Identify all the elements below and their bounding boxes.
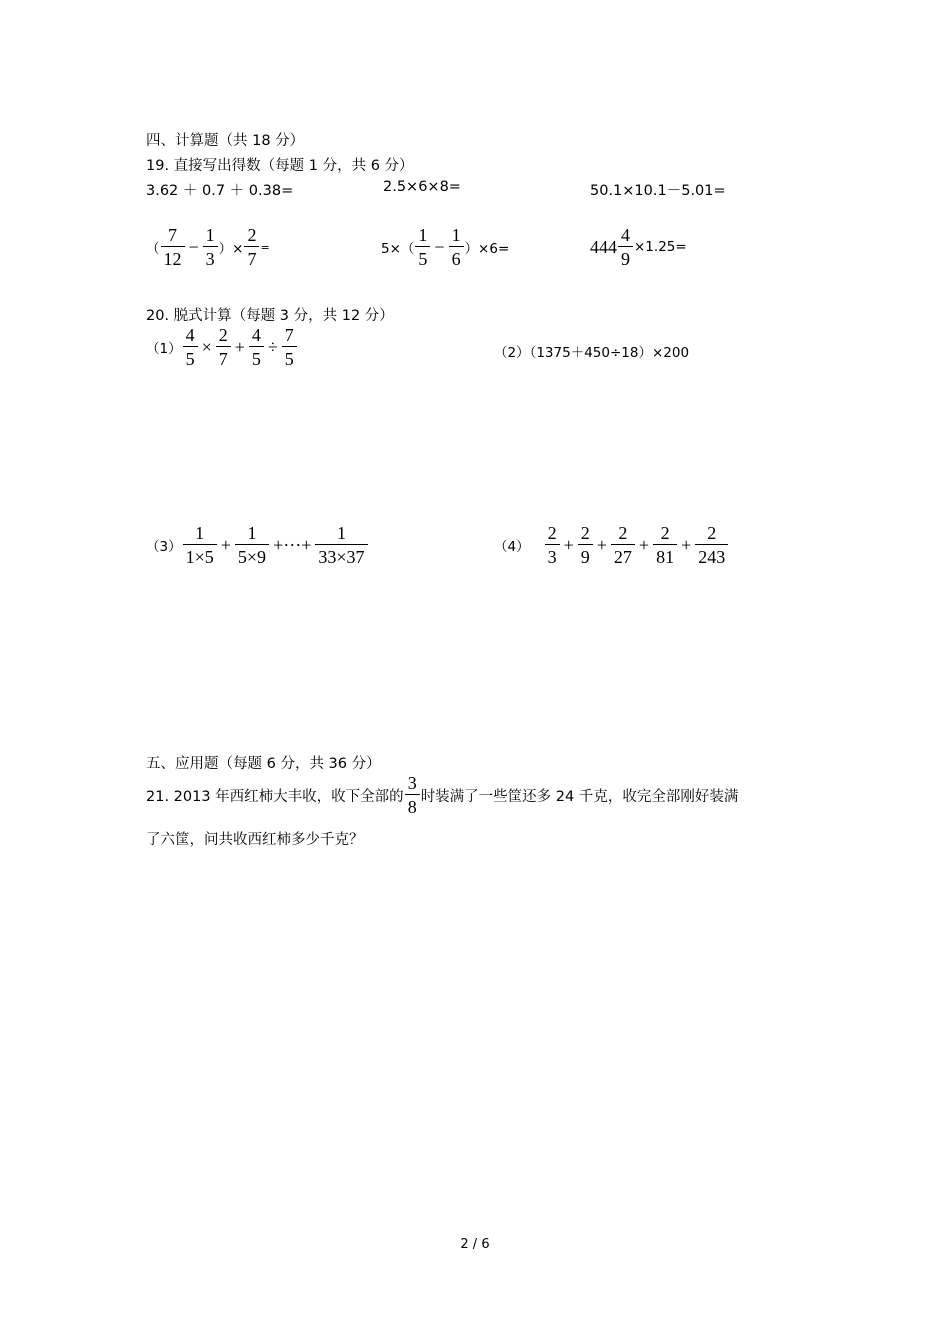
fraction (415, 226, 430, 268)
denominator: 3 (545, 544, 560, 566)
tail-text: ）×6= (464, 241, 510, 257)
open-paren: （ (146, 241, 160, 257)
section-5-title: 五、应用题（每题 6 分，共 36 分） (146, 756, 381, 772)
plus-sign: + (638, 534, 650, 555)
problem-label: （4） (494, 539, 530, 555)
q19-expression-4 (146, 226, 270, 268)
question-20-title: 20. 脱式计算（每题 3 分，共 12 分） (146, 308, 394, 324)
denominator: 243 (695, 544, 728, 566)
q20-problem-4 (494, 524, 729, 566)
denominator: 81 (653, 544, 677, 566)
numerator: 1 (205, 225, 215, 245)
fraction (315, 524, 367, 566)
plus-sign: + (681, 534, 692, 555)
question-21-text-a: 21. 2013 年西红柿大丰收，收下全部的 (146, 788, 404, 805)
fraction (235, 524, 269, 566)
denominator: 7 (244, 246, 259, 268)
fraction (653, 524, 677, 566)
denominator: 8 (405, 794, 420, 816)
fraction (578, 524, 593, 566)
ellipsis-sum: +···+ (273, 534, 312, 555)
lead-text: 5×（ (381, 241, 415, 257)
q20-problem-3 (146, 524, 369, 566)
denominator: 1×5 (183, 544, 217, 566)
times-sign: × (201, 336, 212, 357)
numerator: 2 (247, 225, 257, 245)
denominator: 6 (449, 246, 464, 268)
minus-sign: − (188, 236, 199, 257)
question-21-text-b: 时装满了一些筐还多 24 千克，收完全部刚好装满 (420, 788, 739, 805)
denominator: 9 (618, 246, 633, 268)
question-21-line-2: 了六筐，问共收西红柿多少千克？ (146, 832, 364, 848)
section-4-title: 四、计算题（共 18 分） (146, 133, 305, 149)
fraction (545, 524, 560, 566)
numerator: 2 (547, 523, 557, 543)
denominator: 5 (249, 346, 264, 368)
q19-expression-5 (381, 226, 509, 268)
divide-sign: ÷ (267, 336, 278, 357)
q20-problem-1 (146, 326, 298, 368)
numerator: 2 (218, 325, 228, 345)
minus-sign: − (434, 236, 445, 257)
denominator: 3 (203, 246, 218, 268)
problem-label: （1） (146, 341, 182, 357)
numerator: 2 (707, 523, 717, 543)
fraction (244, 226, 259, 268)
whole-number: 444 (590, 236, 617, 257)
close-paren-times: ）× (218, 241, 244, 257)
question-21-line-1 (146, 774, 738, 816)
denominator: 27 (611, 544, 635, 566)
fraction (695, 524, 728, 566)
denominator: 7 (216, 346, 231, 368)
q19-expression-1: 3.62 ＋ 0.7 ＋ 0.38= (146, 183, 294, 199)
denominator: 5 (415, 246, 430, 268)
numerator: 3 (407, 773, 417, 793)
numerator: 1 (418, 225, 428, 245)
denominator: 9 (578, 544, 593, 566)
fraction (183, 524, 217, 566)
numerator: 2 (618, 523, 628, 543)
q19-expression-3: 50.1×10.1－5.01= (590, 183, 726, 199)
denominator: 5×9 (235, 544, 269, 566)
fraction (203, 226, 218, 268)
numerator: 7 (168, 225, 177, 245)
fraction (183, 326, 198, 368)
numerator: 2 (580, 523, 590, 543)
fraction (618, 226, 633, 268)
fraction (405, 774, 420, 816)
numerator: 1 (247, 523, 257, 543)
numerator: 7 (284, 325, 294, 345)
q19-expression-2: 2.5×6×8= (383, 179, 461, 195)
numerator: 1 (451, 225, 461, 245)
tail-text: ×1.25= (634, 239, 687, 255)
plus-sign: + (220, 534, 231, 555)
fraction (282, 326, 297, 368)
denominator: 5 (282, 346, 297, 368)
fraction (449, 226, 464, 268)
page-number: 2 / 6 (460, 1237, 490, 1252)
fraction (611, 524, 635, 566)
numerator: 4 (621, 225, 630, 245)
numerator: 4 (251, 325, 261, 345)
plus-sign: + (563, 534, 574, 555)
denominator: 33×37 (315, 544, 367, 566)
numerator: 1 (336, 523, 346, 543)
plus-sign: + (234, 336, 245, 357)
question-19-title: 19. 直接写出得数（每题 1 分，共 6 分） (146, 158, 414, 174)
numerator: 2 (660, 523, 670, 543)
equals-sign: = (260, 240, 270, 254)
denominator: 5 (183, 346, 198, 368)
fraction (216, 326, 231, 368)
q19-expression-6 (590, 226, 687, 268)
problem-label: （3） (146, 539, 182, 555)
fraction (249, 326, 264, 368)
denominator: 12 (161, 246, 185, 268)
numerator: 1 (195, 523, 205, 543)
fraction (161, 226, 185, 268)
plus-sign: + (596, 534, 607, 555)
q20-problem-2: （2）（1375＋450÷18）×200 (494, 345, 690, 361)
numerator: 4 (185, 325, 195, 345)
